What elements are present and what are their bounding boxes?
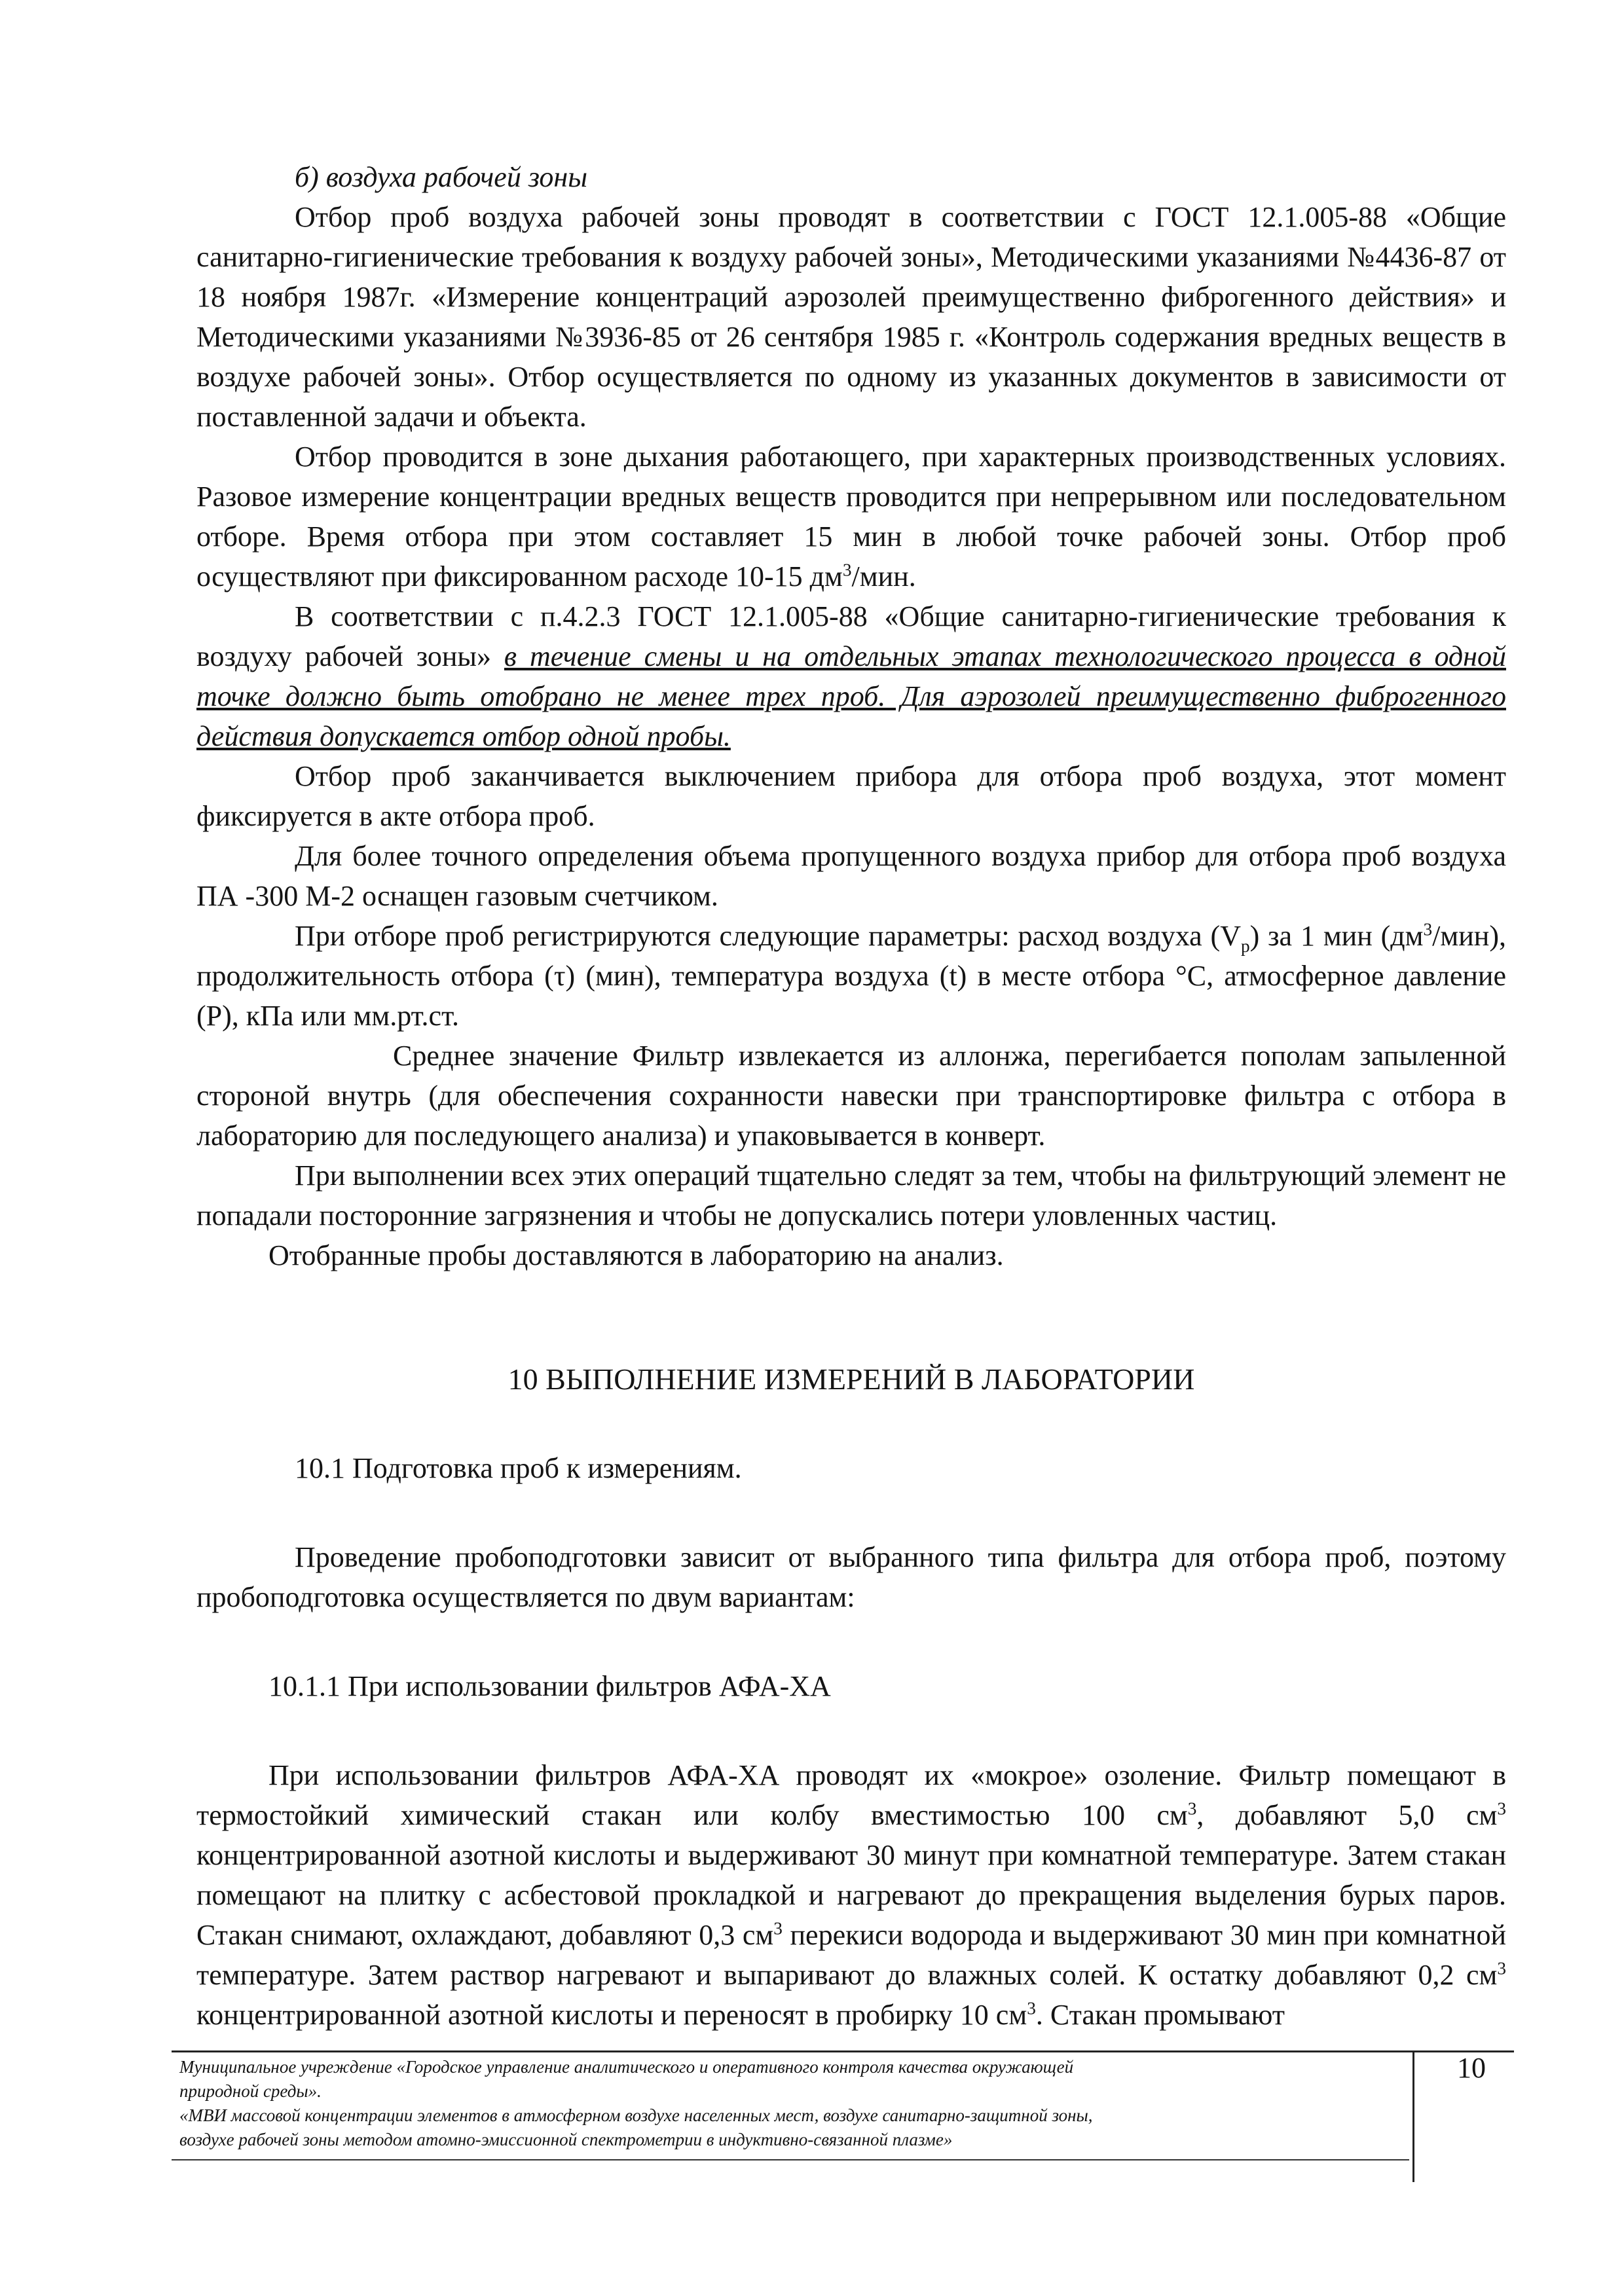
superscript: 3 [1497, 1958, 1506, 1978]
paragraph-text: В соответствии с п.4.2.3 ГОСТ 12.1.005-88 «Общие санитарно-гигиенические требования к воздуху рабочей зоны» [196, 600, 1506, 672]
page-number: 10 [1457, 2052, 1486, 2084]
underlined-italic-text: в течение смены и на отдельных этапах технологического процесса в одной точке должно быть отобрано не менее трех проб. Для аэрозолей преимущественно фиброгенного действия допускается отбор одной пробы. [196, 640, 1506, 752]
paragraph-sampling-end: Отбор проб заканчивается выключением прибора для отбора проб воздуха, этот момент фиксируется в акте отбора проб. [196, 760, 1506, 832]
page-footer [172, 2050, 1514, 2182]
paragraph-text: ) за 1 мин (дм [1249, 920, 1424, 952]
paragraph-text: Отбор проводится в зоне дыхания работающего, при характерных производственных условиях. Разовое измерение концентрации вредных веществ проводится при непрерывном или последовательном отборе. Время отбора при этом составляет 15 мин в любой точке рабочей зоны. Отбор проб осуществляют при фиксированном расходе 10-15 дм [196, 441, 1506, 592]
section-title: 10 ВЫПОЛНЕНИЕ ИЗМЕРЕНИЙ В ЛАБОРАТОРИИ [507, 1362, 1195, 1396]
superscript: 3 [1423, 919, 1433, 939]
paragraph-contamination: При выполнении всех этих операций тщательно следят за тем, чтобы на фильтрующий элемент не попадали посторонние загрязнения и чтобы не допускались потери уловленных частиц. [196, 1159, 1506, 1231]
paragraph-text: концентрированной азотной кислоты и переносят в пробирку 10 см [196, 1999, 1027, 2031]
paragraph-breathing-zone [196, 437, 1506, 596]
paragraph-parameters [196, 916, 1506, 1036]
paragraph-text: При отборе проб регистрируются следующие параметры: расход воздуха (V [295, 920, 1241, 952]
page-body [196, 157, 1506, 2035]
superscript: 3 [842, 560, 852, 580]
paragraph-wet-ashing [196, 1755, 1506, 2035]
footer-organization [179, 2055, 1404, 2152]
paragraph-text: /мин), продолжительность отбора (τ) (мин), температура воздуха (t) в месте отбора °С, атмосферное давление (Р), кПа или мм.рт.ст. [196, 920, 1506, 1032]
footer-divider [1412, 2052, 1414, 2182]
item-10-1: 10.1 Подготовка проб к измерениям. [295, 1452, 742, 1484]
footer-method-line: «МВИ массовой концентрации элементов в атмосферном воздухе населенных мест, воздухе санитарно-защитной зоны, [179, 2105, 1093, 2125]
item-10-1-1: 10.1.1 При использовании фильтров АФА-ХА [268, 1670, 831, 1702]
footer-org-line: Муниципальное учреждение «Городское управление аналитического и оперативного контроля качества окружающей [179, 2057, 1074, 2077]
footer-method-line: воздухе рабочей зоны методом атомно-эмиссионной спектрометрии в индуктивно-связанной плазме» [179, 2130, 953, 2149]
paragraph-gost-requirement [196, 596, 1506, 756]
paragraph-text: При использовании фильтров АФА-ХА проводят их «мокрое» озоление. Фильтр помещают в термостойкий химический стакан или колбу вместимостью 100 см [196, 1759, 1506, 1831]
superscript: 3 [1187, 1798, 1197, 1819]
paragraph-gas-meter: Для более точного определения объема пропущенного воздуха прибор для отбора проб воздуха ПА -300 М-2 оснащен газовым счетчиком. [196, 840, 1506, 912]
footer-bottom-rule [172, 2159, 1409, 2160]
footer-org-line: природной среды». [179, 2081, 322, 2101]
superscript: 3 [773, 1918, 783, 1939]
paragraph-text: , добавляют 5,0 см [1196, 1799, 1498, 1831]
superscript: 3 [1027, 1998, 1036, 2018]
paragraph-preparation-intro: Проведение пробоподготовки зависит от выбранного типа фильтра для отбора проб, поэтому пробоподготовка осуществляется по двум вариантам: [196, 1541, 1506, 1613]
paragraph-filter-packing: Среднее значение Фильтр извлекается из аллонжа, перегибается пополам запыленной стороной внутрь (для обеспечения сохранности навески при транспортировке фильтра с отбора в лабораторию для последующего анализа) и упаковывается в конверт. [196, 1040, 1506, 1152]
superscript: 3 [1497, 1798, 1506, 1819]
subscript: p [1240, 936, 1250, 956]
paragraph-delivery: Отобранные пробы доставляются в лабораторию на анализ. [268, 1239, 1004, 1271]
paragraph-text: концентрированной азотной кислоты и выдерживают 30 минут при комнатной температуре. Затем стакан помещают на плитку с асбестовой прокладкой и нагревают до прекращения выделения бурых паров. Стакан снимают, охлаждают, добавляют 0,3 см [196, 1839, 1506, 1951]
paragraph-sampling-standards: Отбор проб воздуха рабочей зоны проводят в соответствии с ГОСТ 12.1.005-88 «Общие санитарно-гигиенические требования к воздуху рабочей зоны», Методическими указаниями №4436-87 от 18 ноября 1987г. «Измерение концентраций аэрозолей преимущественно фиброгенного действия» и Методическими указаниями №3936-85 от 26 сентября 1985 г. «Контроль содержания вредных веществ в воздухе рабочей зоны». Отбор осуществляется по одному из указанных документов в зависимости от поставленной задачи и объекта. [196, 201, 1506, 433]
paragraph-text: перекиси водорода и выдерживают 30 мин при комнатной температуре. Затем раствор нагревают и выпаривают до влажных солей. К остатку добавляют 0,2 см [196, 1919, 1506, 1991]
paragraph-text: . Стакан промывают [1035, 1999, 1285, 2031]
subsection-heading: б) воздуха рабочей зоны [295, 161, 588, 193]
paragraph-text: /мин. [851, 560, 916, 592]
